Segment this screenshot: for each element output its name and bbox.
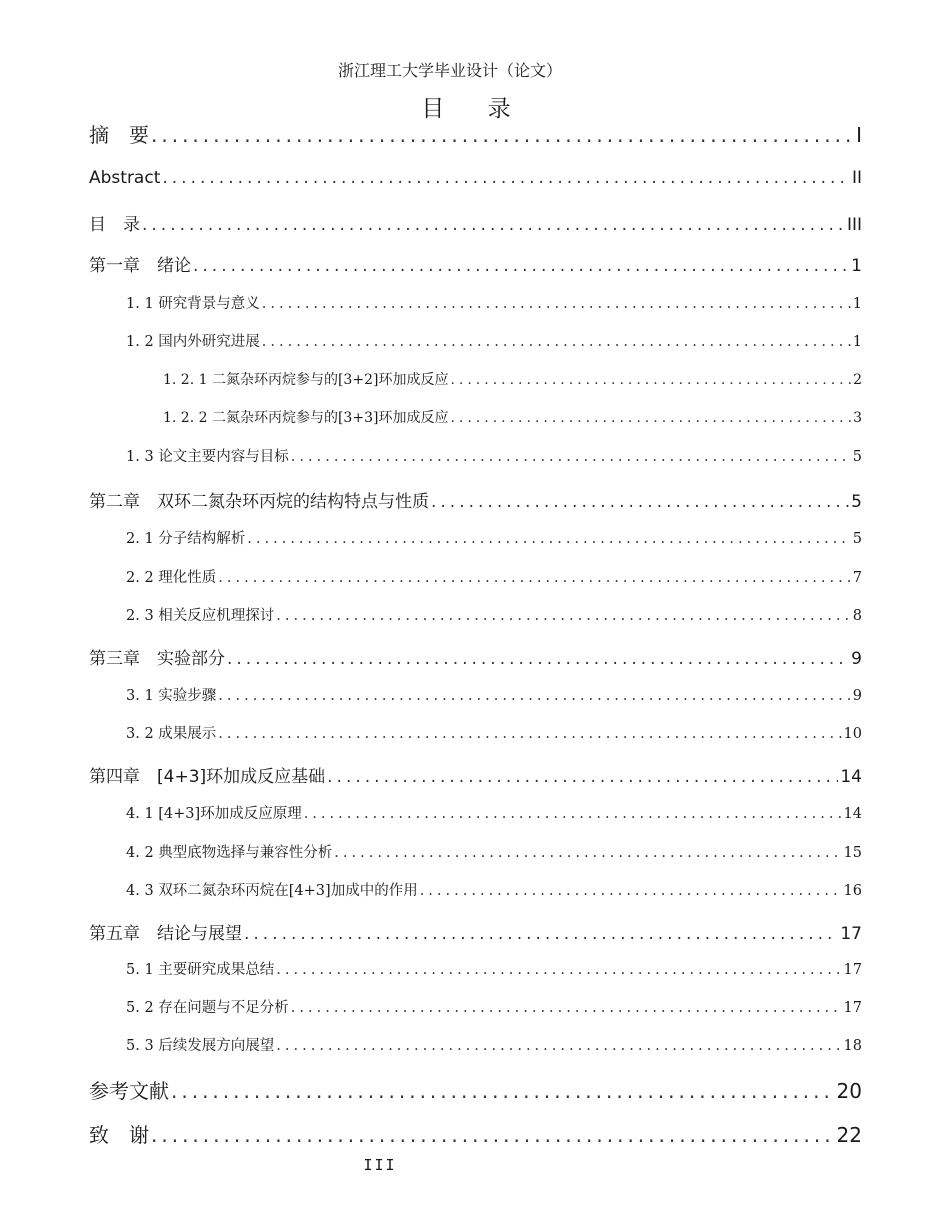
toc-entry-acknowledgements[interactable]: 致 谢 ..... 22 [89, 1119, 862, 1148]
toc-entry-references[interactable]: 参考文献 ..... 20 [89, 1075, 862, 1104]
toc-entry-section-1-2-2[interactable]: 1. 2. 2 二氮杂环丙烷参与的[3+3]环加成反应 ..... 3 [163, 407, 862, 427]
toc-entry-section-3-1[interactable]: 3. 1 实验步骤 ..... 9 [126, 684, 862, 705]
toc-entry-section-1-2[interactable]: 1. 2 国内外研究进展 ..... 1 [126, 330, 862, 351]
toc-entry-contents[interactable]: 目 录 ..... III [89, 210, 862, 235]
toc-entry-section-5-1[interactable]: 5. 1 主要研究成果总结 ..... 17 [126, 958, 862, 979]
toc-entry-chapter-5[interactable]: 第五章 结论与展望 ..... 17 [89, 919, 862, 944]
toc-entry-abstract-cn[interactable]: 摘 要 ..... I [89, 119, 862, 148]
toc-entry-chapter-4[interactable]: 第四章 [4+3]环加成反应基础 ..... 14 [89, 762, 862, 787]
toc-entry-section-1-2-1[interactable]: 1. 2. 1 二氮杂环丙烷参与的[3+2]环加成反应 ..... 2 [163, 369, 862, 389]
toc-entry-section-4-2[interactable]: 4. 2 典型底物选择与兼容性分析 ..... 15 [126, 841, 862, 862]
toc-entry-section-1-3[interactable]: 1. 3 论文主要内容与目标 ..... 5 [126, 445, 862, 466]
page-header: 浙江理工大学毕业设计（论文） [337, 61, 562, 80]
toc-title: 目 录 [421, 96, 529, 122]
toc-entry-section-5-3[interactable]: 5. 3 后续发展方向展望 ..... 18 [126, 1034, 862, 1055]
toc-entry-section-2-3[interactable]: 2. 3 相关反应机理探讨 ..... 8 [126, 604, 862, 625]
toc-entry-section-2-1[interactable]: 2. 1 分子结构解析 ..... 5 [126, 527, 862, 548]
page-number: III [363, 1156, 397, 1174]
toc-entry-abstract-en[interactable]: Abstract ..... II [89, 168, 862, 188]
toc-entry-section-4-3[interactable]: 4. 3 双环二氮杂环丙烷在[4+3]加成中的作用 ..... 16 [126, 879, 862, 900]
toc-entry-section-3-2[interactable]: 3. 2 成果展示 ..... 10 [126, 722, 862, 743]
toc-entry-section-5-2[interactable]: 5. 2 存在问题与不足分析 ..... 17 [126, 996, 862, 1017]
toc-entry-chapter-2[interactable]: 第二章 双环二氮杂环丙烷的结构特点与性质 ..... 5 [89, 487, 862, 512]
toc-entry-chapter-1[interactable]: 第一章 绪论 ..... 1 [89, 251, 862, 276]
toc-entry-section-2-2[interactable]: 2. 2 理化性质 ..... 7 [126, 566, 862, 587]
toc-entry-chapter-3[interactable]: 第三章 实验部分 ..... 9 [89, 644, 862, 669]
toc-entry-section-1-1[interactable]: 1. 1 研究背景与意义 ..... 1 [126, 292, 862, 313]
toc-entry-section-4-1[interactable]: 4. 1 [4+3]环加成反应原理 ..... 14 [126, 802, 862, 823]
